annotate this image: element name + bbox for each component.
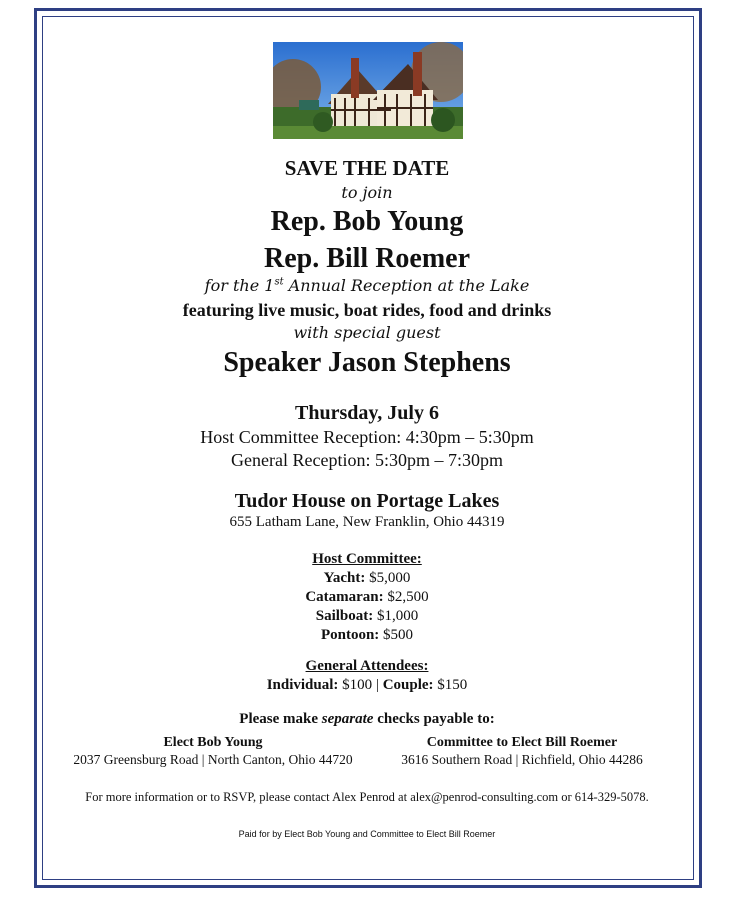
event-title-pre: for the 1 [204,276,275,295]
paid-for-disclaimer: Paid for by Elect Bob Young and Committee to Elect Bill Roemer [238,829,496,839]
tier-label: Yacht: [323,570,366,586]
tier-pontoon [0,627,734,644]
checks-intro-em: separate [321,711,374,727]
host-committee-heading: Host Committee: [312,551,422,567]
host-name-2: Rep. Bill Roemer [263,243,471,274]
general-attendees-pricing [0,677,734,694]
tier-sailboat [0,608,734,625]
host-name-1: Rep. Bob Young [270,206,464,237]
tier-amount: $500 [379,627,414,643]
save-the-date-heading: SAVE THE DATE [284,156,450,180]
individual-label: Individual: [266,677,339,693]
special-guest-intro: with special guest [293,323,441,342]
host-reception-time: Host Committee Reception: 4:30pm – 5:30pm [200,427,534,447]
couple-amount: $150 [433,677,468,693]
tier-amount: $5,000 [365,570,411,586]
tier-label: Pontoon: [320,627,380,643]
general-attendees-heading: General Attendees: [305,658,429,674]
rsvp-info: For more information or to RSVP, please contact Alex Penrod at alex@penrod-consulting.com or 614-329-5078. [85,790,649,804]
special-guest-name: Speaker Jason Stephens [223,347,511,378]
payee-left-address: 2037 Greensburg Road | North Canton, Ohio 44720 [73,752,353,767]
payee-right-address: 3616 Southern Road | Richfield, Ohio 44286 [401,752,643,767]
event-title-sup: st [274,276,284,288]
checks-intro-post: checks payable to: [373,711,495,727]
tudor-house-photo [273,42,463,139]
payee-left-name: Elect Bob Young [163,735,263,750]
tier-label: Sailboat: [315,608,374,624]
tier-yacht [0,570,734,587]
general-reception-time: General Reception: 5:30pm – 7:30pm [231,450,503,470]
tier-catamaran [0,589,734,606]
event-title [0,276,734,295]
venue-address: 655 Latham Lane, New Franklin, Ohio 44319 [229,514,505,530]
to-join-text: to join [341,183,393,202]
event-date: Thursday, July 6 [295,402,439,424]
checks-intro-pre: Please make [239,711,322,727]
tier-amount: $2,500 [383,589,429,605]
featuring-text: featuring live music, boat rides, food and drinks [182,300,552,320]
payee-right-name: Committee to Elect Bill Roemer [426,735,618,750]
couple-label: Couple: [382,677,434,693]
tier-label: Catamaran: [305,589,384,605]
individual-amount: $100 | [338,677,383,693]
event-title-post: Annual Reception at the Lake [283,276,530,295]
tier-amount: $1,000 [373,608,419,624]
venue-name: Tudor House on Portage Lakes [234,490,500,512]
checks-intro [0,711,734,728]
